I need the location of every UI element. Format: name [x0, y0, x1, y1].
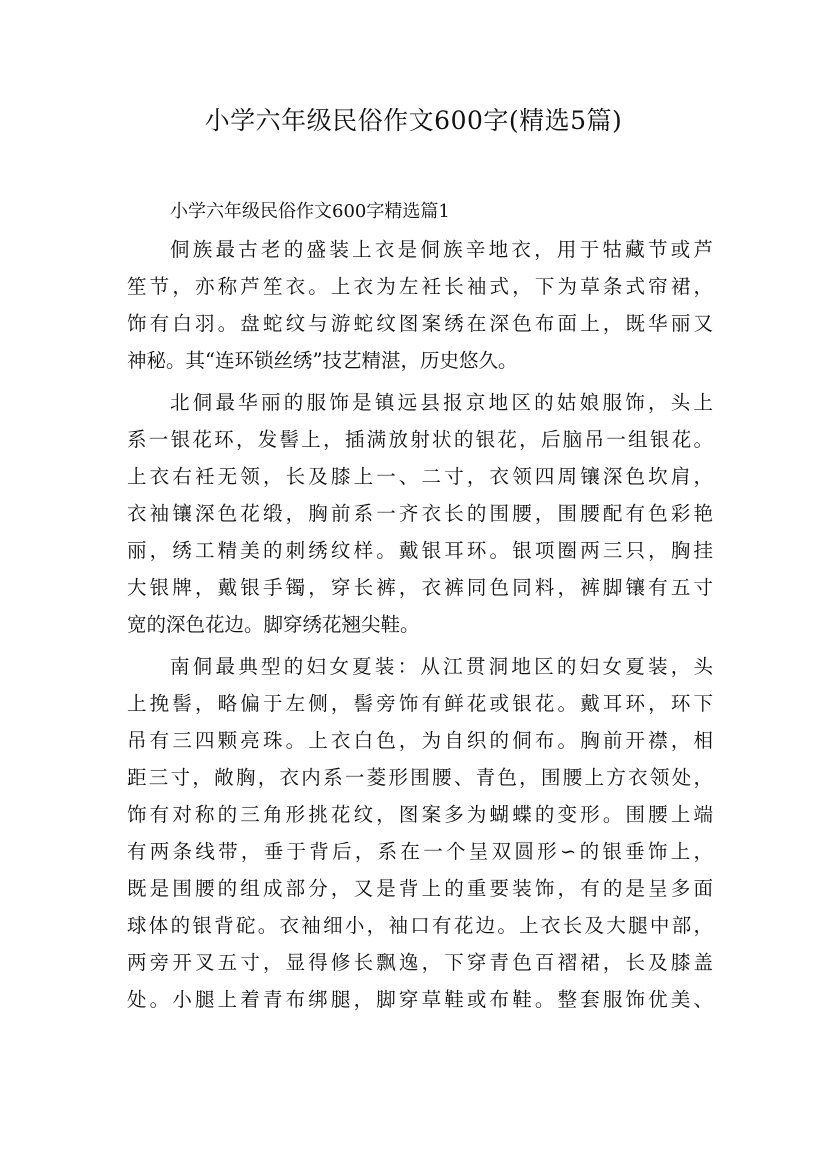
paragraph-line: 笙节，亦称芦笙衣。上衣为左衽长袖式，下为草条式帘裙，	[127, 275, 713, 298]
paragraph-line: 有两条线带，垂于背后，系在一个呈双圆形∽的银垂饰上，	[127, 840, 713, 863]
paragraph-line: 丽，绣工精美的刺绣纹样。戴银耳环。银项圈两三只，胸挂	[127, 539, 713, 562]
paragraph-line: 处。小腿上着青布绑腿，脚穿草鞋或布鞋。整套服饰优美、	[127, 988, 713, 1011]
section-heading: 小学六年级民俗作文600字精选篇1	[170, 201, 450, 222]
paragraph-line: 既是围腰的组成部分，又是背上的重要装饰，有的是呈多面	[127, 877, 713, 900]
paragraph-line: 系一银花环，发髻上，插满放射状的银花，后脑吊一组银花。	[127, 428, 713, 451]
paragraph-line: 衣袖镶深色花缎，胸前系一齐衣长的围腰，围腰配有色彩艳	[127, 502, 713, 525]
paragraph-line: 距三寸，敞胸，衣内系一菱形围腰、青色，围腰上方衣领处，	[127, 766, 713, 789]
paragraph-line: 北侗最华丽的服饰是镇远县报京地区的姑娘服饰，头上	[170, 391, 713, 414]
paragraph-line: 球体的银背砣。衣袖细小，袖口有花边。上衣长及大腿中部，	[127, 914, 713, 937]
paragraph-line: 饰有白羽。盘蛇纹与游蛇纹图案绣在深色布面上，既华丽又	[127, 312, 713, 335]
document-title: 小学六年级民俗作文600字(精选5篇)	[204, 106, 623, 135]
paragraph-line: 侗族最古老的盛装上衣是侗族辛地衣，用于牯藏节或芦	[170, 238, 713, 261]
paragraph-line: 饰有对称的三角形挑花纹，图案多为蝴蝶的变形。围腰上端	[127, 803, 713, 826]
paragraph-line: 宽的深色花边。脚穿绣花翘尖鞋。	[127, 613, 420, 636]
paragraph-line: 吊有三四颗亮珠。上衣白色，为自织的侗布。胸前开襟，相	[127, 729, 713, 752]
paragraph-line: 两旁开叉五寸，显得修长飘逸，下穿青色百褶裙，长及膝盖	[127, 951, 713, 974]
paragraph-line: 大银牌，戴银手镯，穿长裤，衣裤同色同料，裤脚镶有五寸	[127, 576, 713, 599]
paragraph-line: 神秘。其“连环锁丝绣”技艺精湛，历史悠久。	[127, 349, 518, 372]
paragraph-line: 上挽髻，略偏于左侧，髻旁饰有鲜花或银花。戴耳环，环下	[127, 692, 713, 715]
paragraph-line: 上衣右衽无领，长及膝上一、二寸，衣领四周镶深色坎肩，	[127, 465, 713, 488]
paragraph-line: 南侗最典型的妇女夏装：从江贯洞地区的妇女夏装，头	[170, 655, 713, 678]
